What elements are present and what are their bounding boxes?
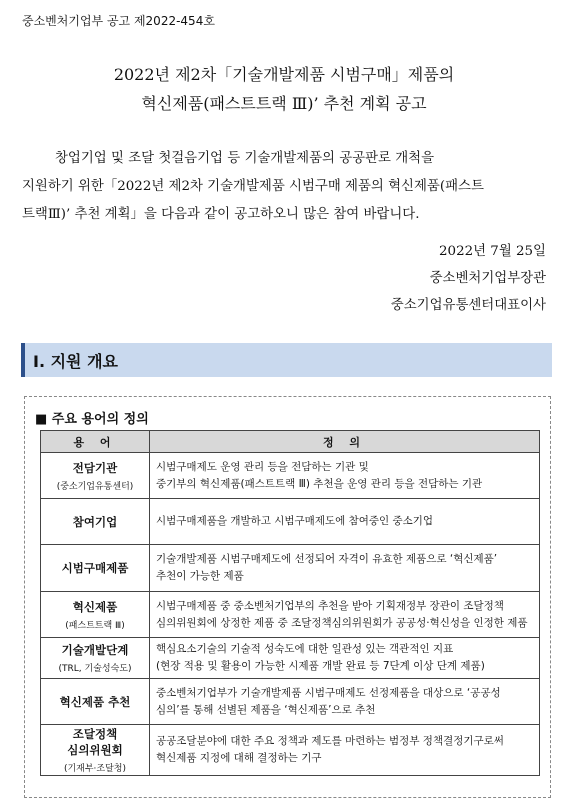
definition-line: 기술개발제품 시범구매제도에 선정되어 자격이 유효한 제품으로 ‘혁신제품’ xyxy=(156,553,498,565)
definition-line: 심의위원회에 상정한 제품 중 조달정책심의위원회가 공공성·혁신성을 인정한 제품 xyxy=(156,616,528,629)
table-row xyxy=(41,679,540,725)
definition-cell xyxy=(150,453,540,499)
definition-line: 심의’를 통해 선별된 제품을 ‘혁신제품’으로 추천 xyxy=(156,703,376,716)
definitions-table xyxy=(40,430,540,776)
section-header xyxy=(21,343,552,377)
body-line-3: 트랙Ⅲ)’ 추천 계획」을 다음과 같이 공고하오니 많은 참여 바랍니다. xyxy=(22,207,420,222)
definition-line: 시범구매제도 운영 관리 등을 전담하는 기관 및 xyxy=(156,460,369,473)
definition-cell xyxy=(150,638,540,679)
signer-ceo: 중소기업유통센터대표이사 xyxy=(390,298,546,313)
term-subtitle: (TRL, 기술성숙도) xyxy=(58,664,132,674)
notice-number: 중소벤처기업부 공고 제2022-454호 xyxy=(22,14,215,28)
table-row xyxy=(41,453,540,499)
definition-line: 추천이 가능한 제품 xyxy=(156,570,244,582)
table-row xyxy=(41,545,540,592)
definition-line: (현장 적용 및 활용이 가능한 시제품 개발 완료 등 7단계 이상 단계 제품) xyxy=(156,660,485,672)
term-name: 혁신제품 추천 xyxy=(59,694,131,709)
title-line-1: 2022년 제2차「기술개발제품 시범구매」제품의 xyxy=(113,65,455,84)
definition-line: 시범구매제품을 개발하고 시범구매제도에 참여중인 중소기업 xyxy=(156,515,434,527)
term-cell xyxy=(41,725,150,776)
term-cell xyxy=(41,545,150,592)
header-term: 용 어 xyxy=(41,431,150,453)
table-row xyxy=(41,499,540,545)
body-line-1: 창업기업 및 조달 첫걸음기업 등 기술개발제품의 공공판로 개척을 xyxy=(55,151,435,166)
definition-line: 중기부의 혁신제품(패스트트랙 Ⅲ) 추천을 운영 관리 등을 전담하는 기관 xyxy=(156,477,483,490)
term-name: 기술개발단계 xyxy=(61,643,129,657)
section-title: Ⅰ. 지원 개요 xyxy=(33,352,118,371)
body-line-2: 지원하기 위한「2022년 제2차 기술개발제품 시범구매 제품의 혁신제품(패스트 xyxy=(22,179,484,194)
term-cell xyxy=(41,638,150,679)
term-name: 혁신제품 xyxy=(72,599,118,614)
definition-cell xyxy=(150,725,540,776)
definition-line: 혁신제품 지정에 대해 결정하는 기구 xyxy=(156,752,322,764)
term-subtitle: (기재부·조달청) xyxy=(63,764,127,774)
term-name: 시범구매제품 xyxy=(61,561,129,575)
table-row xyxy=(41,592,540,638)
signer-minister: 중소벤처기업부장관 xyxy=(429,271,546,286)
definition-line: 핵심요소기술의 기술적 성숙도에 대한 일관성 있는 객관적인 지표 xyxy=(156,643,454,655)
definition-cell xyxy=(150,499,540,545)
definition-cell xyxy=(150,545,540,592)
term-cell xyxy=(41,592,150,638)
term-cell xyxy=(41,453,150,499)
definition-cell xyxy=(150,592,540,638)
table-row xyxy=(41,638,540,679)
table-row xyxy=(41,725,540,776)
term-cell xyxy=(41,679,150,725)
term-subtitle: (중소기업유통센터) xyxy=(56,481,134,492)
definition-line: 시범구매제품 중 중소벤처기업부의 추천을 받아 기획재정부 장관이 조달정책 xyxy=(156,599,504,612)
definition-cell xyxy=(150,679,540,725)
definition-line: 중소벤처기업부가 기술개발제품 시범구매제도 선정제품을 대상으로 ‘공공성 xyxy=(156,686,501,699)
title-line-2: 혁신제품(패스트트랙 Ⅲ)’ 추천 계획 공고 xyxy=(141,94,427,113)
term-name: 조달정책 xyxy=(72,727,118,741)
definition-line: 공공조달분야에 대한 주요 정책과 제도를 마련하는 범정부 정책결정기구로써 xyxy=(156,735,504,747)
notice-date: 2022년 7월 25일 xyxy=(439,244,546,259)
subsection-title: ■ 주요 용어의 정의 xyxy=(35,412,149,427)
term-subtitle: (패스트트랙 Ⅲ) xyxy=(65,620,125,631)
term-cell xyxy=(41,499,150,545)
term-name: 참여기업 xyxy=(72,514,118,529)
term-name: 전담기관 xyxy=(72,460,118,475)
term-name: 심의위원회 xyxy=(67,743,123,757)
header-definition: 정 의 xyxy=(150,431,540,453)
